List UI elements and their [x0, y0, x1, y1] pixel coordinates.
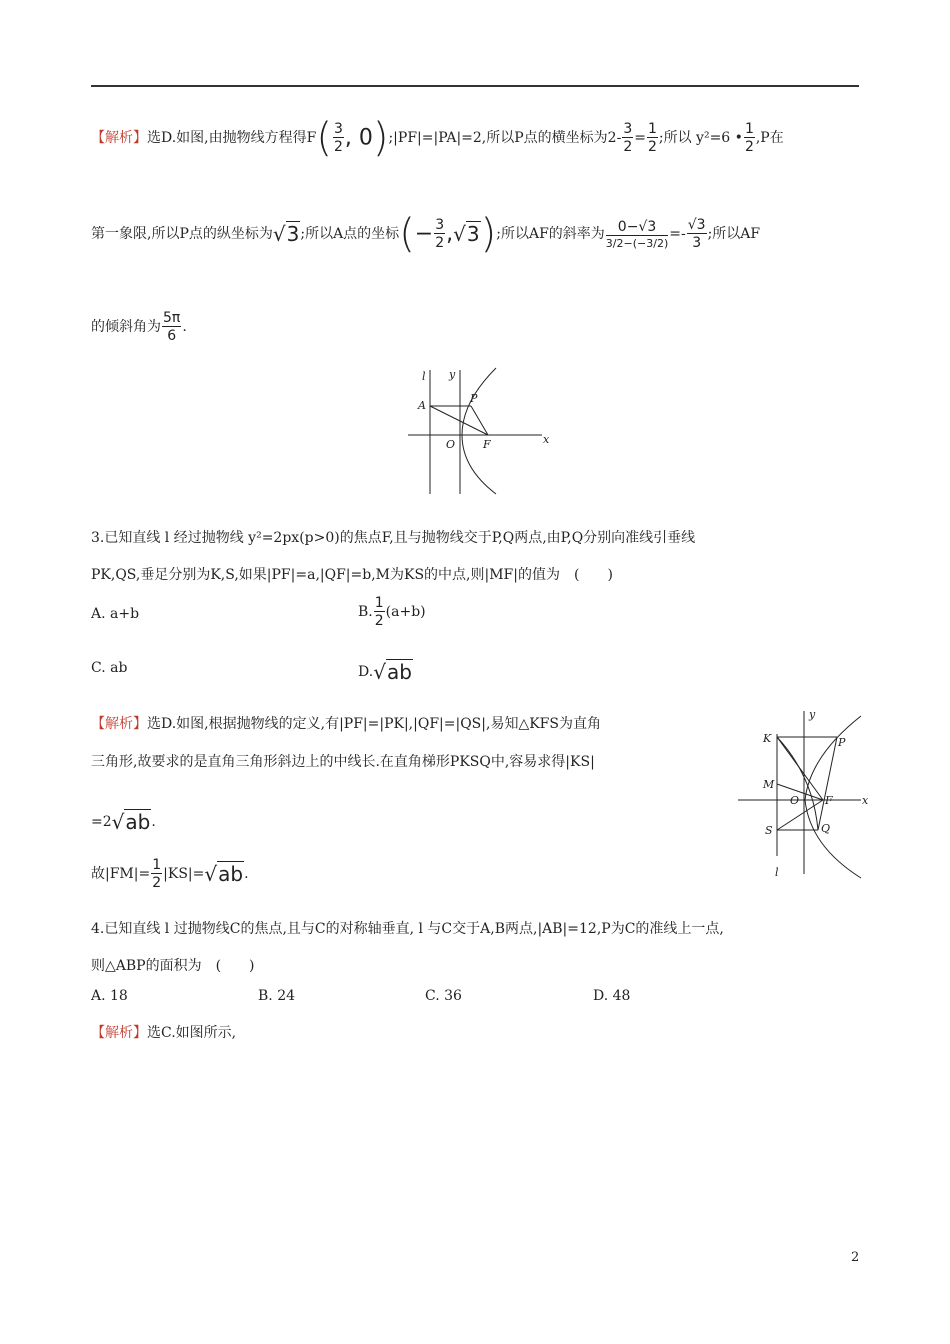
text: =	[634, 130, 646, 146]
sqrt: √ab	[373, 660, 412, 684]
text: ;所以 y²=6 •	[658, 130, 743, 146]
label-o: O	[790, 794, 800, 807]
solution-tag: 【解析】	[91, 130, 147, 146]
label-f: F	[825, 794, 833, 807]
option-text: (a+b)	[385, 604, 426, 620]
den-part: −(−	[623, 236, 647, 250]
option-a: A. a+b	[91, 606, 140, 622]
text: 的倾斜角为	[91, 319, 161, 335]
text: ;|PF|=|PA|=2,所以P点的横坐标为2-	[388, 130, 622, 146]
text: ;所以AF	[707, 226, 761, 242]
label-q: Q	[821, 822, 831, 835]
text: 故|FM|=	[91, 866, 151, 882]
option-a: A. 18	[91, 988, 128, 1004]
label-l: l	[422, 370, 426, 383]
fraction	[333, 122, 344, 154]
right-paren: )	[372, 115, 389, 161]
numerator: 3	[333, 121, 343, 137]
label-y: y	[809, 708, 816, 721]
radicand: ab	[386, 660, 412, 684]
text: |KS|=	[163, 866, 205, 882]
fraction	[744, 122, 755, 154]
denominator: 2	[744, 139, 754, 155]
text: ,P在	[755, 130, 784, 146]
numerator: 1	[744, 121, 754, 137]
sqrt: √3	[453, 222, 480, 246]
sqrt: √3	[272, 222, 300, 246]
segment-mf	[777, 784, 823, 800]
den-part: 2	[656, 236, 664, 250]
denominator: 2	[623, 139, 633, 155]
left-paren: (	[399, 211, 415, 257]
segment-pq	[818, 737, 837, 830]
question-4-line-1: 4.已知直线 l 过抛物线C的焦点,且与C的对称轴垂直, l 与C交于A,B两点,|AB|=12,P为C的准线上一点,	[91, 921, 724, 937]
label-y: y	[449, 368, 456, 381]
numerator: 1	[152, 857, 162, 873]
numerator: 0−√3	[606, 220, 668, 236]
denominator: 2	[152, 875, 162, 891]
fraction	[434, 218, 445, 250]
den-part: 2	[616, 236, 624, 250]
solution-3-line-3	[91, 810, 156, 834]
label-x: x	[543, 433, 550, 446]
denominator: 3/2−(−3/2)	[605, 236, 669, 250]
radicand: 3	[286, 222, 300, 246]
label-l: l	[775, 866, 779, 879]
text: .	[244, 866, 249, 882]
option-d: D. 48	[593, 988, 631, 1004]
header-rule	[91, 85, 859, 87]
denominator: 2	[374, 613, 384, 629]
question-3-line-2: PK,QS,垂足分别为K,S,如果|PF|=a,|QF|=b,M为KS的中点,则|MF|的值为 ( )	[91, 567, 613, 583]
option-d	[358, 660, 413, 684]
option-label: B.	[358, 604, 373, 620]
text: .	[182, 319, 187, 335]
solution-1-line-1	[91, 115, 784, 161]
solution-1-line-2	[91, 211, 761, 257]
label-p: P	[838, 736, 846, 749]
label-o: O	[446, 438, 456, 451]
label-s: S	[765, 824, 773, 837]
numerator: √3	[687, 217, 706, 233]
fraction	[647, 122, 658, 154]
fraction	[162, 311, 181, 343]
text: 第一象限,所以P点的纵坐标为	[91, 226, 273, 242]
option-label: D.	[358, 664, 374, 680]
text: 选D.如图,由抛物线方程得F	[147, 130, 317, 146]
denominator: 2	[435, 235, 445, 251]
den-part: 3	[646, 236, 654, 250]
question-3-line-1: 3.已知直线 l 经过抛物线 y²=2px(p>0)的焦点F,且与抛物线交于P,Q两点,由P,Q分别向准线引垂线	[91, 530, 696, 546]
label-m: M	[763, 778, 775, 791]
option-b	[358, 596, 426, 628]
comma: ,	[446, 221, 454, 247]
label-a: A	[418, 399, 426, 412]
denominator: 3	[692, 235, 702, 251]
denominator: 2	[647, 139, 657, 155]
solution-3-line-2: 三角形,故要求的是直角三角形斜边上的中线长.在直角梯形PKSQ中,容易求得|KS|	[91, 754, 595, 770]
den-part: )	[663, 236, 669, 250]
radicand: ab	[125, 810, 151, 834]
solution-3-line-4	[91, 858, 249, 890]
option-c: C. 36	[425, 988, 462, 1004]
text: 选C.如图所示,	[147, 1025, 237, 1041]
solution-tag: 【解析】	[91, 716, 147, 732]
text: =2	[91, 814, 112, 830]
fraction	[374, 596, 385, 628]
denominator: 6	[167, 328, 177, 344]
numerator: 3	[623, 121, 633, 137]
numerator: 3	[435, 217, 445, 233]
parabola-figure-2	[735, 706, 875, 882]
text: ;所以AF的斜率为	[496, 226, 605, 242]
solution-3-line-1	[91, 713, 601, 733]
label-f: F	[483, 438, 491, 451]
label-p: P	[470, 392, 478, 405]
numerator: 5π	[163, 310, 181, 326]
solution-1-line-3	[91, 311, 187, 343]
text: =-	[669, 226, 686, 242]
numerator: 1	[647, 121, 657, 137]
text: ;所以A点的坐标	[300, 226, 400, 242]
minus: −	[414, 221, 434, 247]
label-k: K	[763, 732, 772, 745]
fraction	[687, 218, 707, 250]
sqrt: √ab	[111, 810, 151, 834]
denominator: 2	[333, 139, 343, 155]
fraction	[151, 858, 162, 890]
den-part: 3	[605, 236, 613, 250]
parabola-figure-1	[400, 362, 560, 498]
label-x: x	[862, 794, 869, 807]
radicand: ab	[218, 862, 244, 886]
solution-tag: 【解析】	[91, 1025, 147, 1041]
text: .	[151, 814, 156, 830]
radicand: 3	[466, 222, 480, 246]
page-number: 2	[851, 1250, 860, 1265]
numerator: 1	[374, 595, 384, 611]
text: 选D.如图,根据抛物线的定义,有|PF|=|PK|,|QF|=|QS|,易知△KFS为直角	[147, 716, 601, 732]
option-c: C. ab	[91, 660, 128, 676]
slope-fraction	[606, 220, 668, 249]
left-paren: (	[316, 115, 332, 161]
math-text: , 0	[344, 125, 373, 151]
solution-4-line-1	[91, 1022, 236, 1042]
option-b: B. 24	[258, 988, 296, 1004]
fraction	[622, 122, 633, 154]
question-4-line-2: 则△ABP的面积为 ( )	[91, 958, 255, 974]
right-paren: )	[480, 211, 497, 257]
sqrt: √ab	[204, 862, 244, 886]
